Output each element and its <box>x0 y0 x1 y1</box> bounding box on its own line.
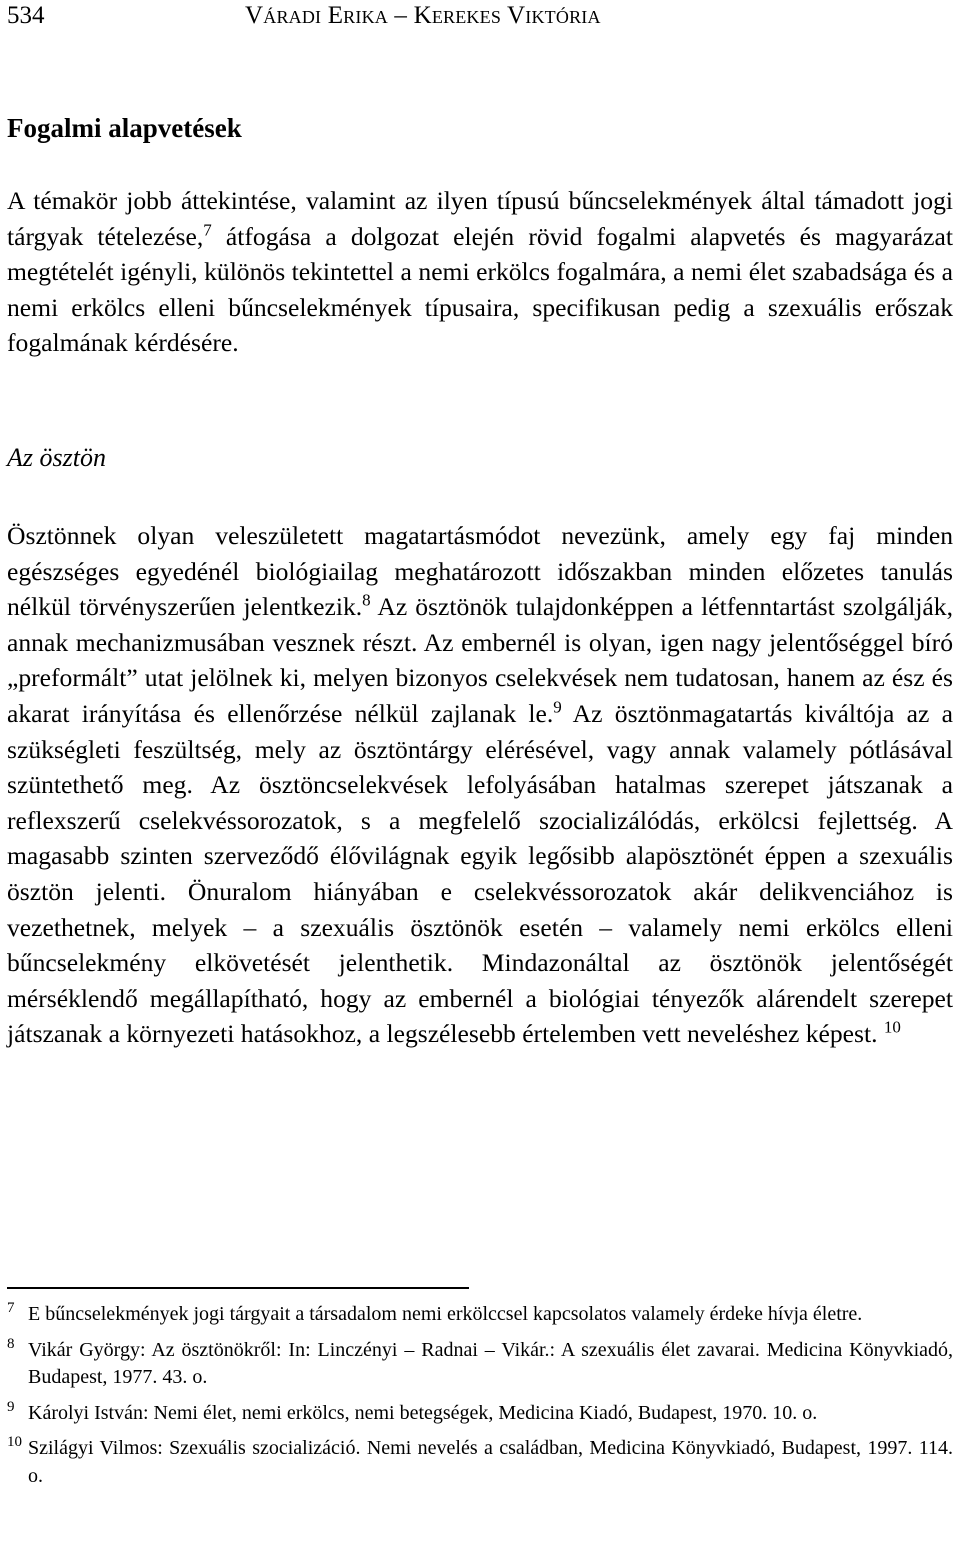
subsection-heading: Az ösztön <box>7 443 106 472</box>
footnote-text: Károlyi István: Nemi élet, nemi erkölcs, nemi betegségek, Medicina Kiadó, Budapest, 1970. 10. o. <box>28 1401 818 1424</box>
footnote-separator <box>7 1287 469 1289</box>
page-header <box>7 2 953 36</box>
footnote-number: 9 <box>7 1398 15 1415</box>
footnote-text: Vikár György: Az ösztönökről: In: Linczényi – Radnai – Vikár.: A szexuális élet zavarai. Medicina Könyvkiadó, Budapest, 1977. 43. o. <box>28 1338 953 1388</box>
footnote-ref-7[interactable]: 7 <box>203 220 212 240</box>
footnote-number: 8 <box>7 1335 15 1352</box>
footnotes <box>7 1301 953 1498</box>
section-heading: Fogalmi alapvetések <box>7 113 242 143</box>
footnote-ref-10[interactable]: 10 <box>883 1017 901 1037</box>
footnote-item <box>7 1435 953 1490</box>
footnote-text: E bűncselekmények jogi tárgyait a társadalom nemi erkölccsel kapcsolatos valamely érdeke hívja életre. <box>28 1303 863 1325</box>
footnote-number: 10 <box>7 1434 22 1450</box>
footnote-ref-8[interactable]: 8 <box>362 590 371 610</box>
intro-text-part1: A témakör jobb áttekintése, valamint az ilyen típusú bűncselekmények által támadott jogi tárgyak tételezése, <box>7 186 953 251</box>
footnote-text: Szilágyi Vilmos: Szexuális szocializáció. Nemi nevelés a családban, Medicina Könyvkiadó, Budapest, 1997. 114. o. <box>28 1437 953 1487</box>
instinct-text-part2: Az ösztönök tulajdonképpen a létfenntartást szolgálják, annak mechanizmusában vesznek részt. Az embernél is olyan, igen nagy jelentőséggel bíró „preformált” utat jelölnek ki, melyen bizonyos cselekvések nem tudatosan, hanem az ész és akarat irányítása és ellenőrzése nélkül zajlanak le. <box>7 592 953 728</box>
intro-paragraph <box>7 183 953 361</box>
instinct-text-part3: Az ösztönmagatartás kiváltója az a szükségleti feszültség, mely az ösztöntárgy elérésével, vagy annak valamely pótlásával szüntethető meg. Az ösztöncselekvések lefolyásában hatalmas szerepet játszanak a reflexszerű cselekvéssorozatok, s a megfelelő szocializálódás, erkölcsi fejlettség. A magasabb szinten szerveződő élővilágnak egyik legősibb alapösztönét éppen a szexuális ösztön jelenti. Önuralom hiányában e cselekvéssorozatok akár delikvenciához is vezethetnek, melyek – a szexuális ösztönök esetén – valamely nemi erkölcs elleni bűncselekmény elkövetését jelenthetik. Mindazonáltal az ösztönök jelentőségét mérséklendő megállapítható, hogy az embernél a biológiai tényezők alárendelt szerepet játszanak a környezeti hatásokhoz, a legszélesebb értelemben vett neveléshez képest. <box>7 698 953 1049</box>
instinct-text-part1: Ösztönnek olyan veleszületett magatartásmódot nevezünk, amely egy faj minden egészséges egyedénél biológiailag meghatározott időszakban minden előzetes tanulás nélkül törvényszerűen jelentkezik. <box>7 521 953 622</box>
running-head: Váradi Erika – Kerekes Viktória <box>245 2 601 29</box>
instinct-paragraph <box>7 518 953 1052</box>
footnote-ref-9[interactable]: 9 <box>553 697 562 717</box>
footnote-item <box>7 1301 953 1329</box>
footnote-item <box>7 1337 953 1392</box>
footnote-item <box>7 1400 953 1428</box>
footnote-number: 7 <box>7 1300 15 1316</box>
page-number: 534 <box>7 2 45 29</box>
intro-text-part2: átfogása a dolgozat elején rövid fogalmi alapvetés és magyarázat megtételét igényli, különös tekintettel a nemi erkölcs fogalmára, a nemi élet szabadsága és a nemi erkölcs elleni bűncselekmények típusaira, specifikusan pedig a szexuális erőszak fogalmának kérdésére. <box>7 221 953 358</box>
